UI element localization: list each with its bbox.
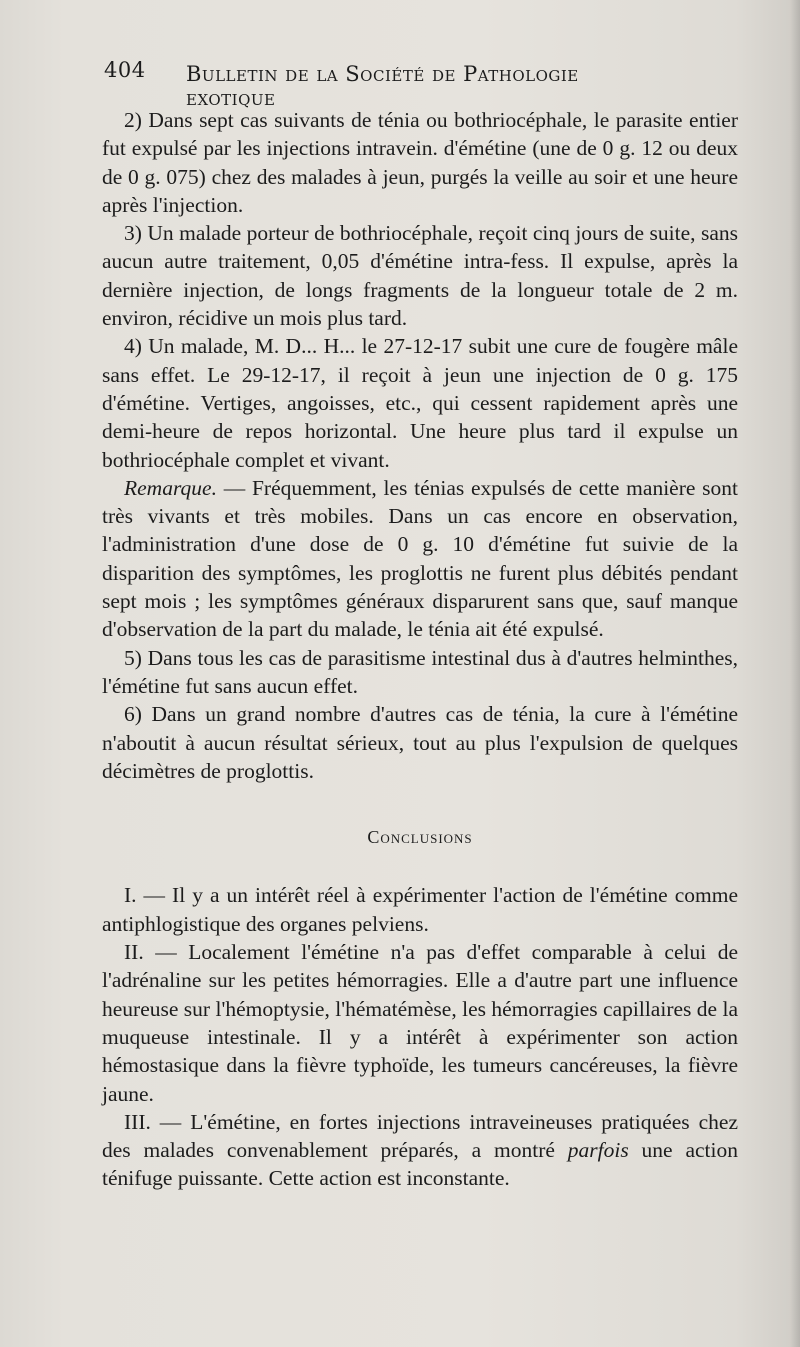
conclusion-3-emphasis: parfois <box>567 1138 629 1163</box>
conclusion-3 <box>102 1108 738 1193</box>
page-number: 404 <box>104 58 146 82</box>
remark-paragraph <box>102 474 738 644</box>
remark-label: Remarque. <box>124 475 217 500</box>
conclusions-heading: Conclusions <box>367 827 473 848</box>
case-paragraph-3: 3) Un malade porteur de bothriocéphale, reçoit cinq jours de suite, sans aucun autre traitement, 0,05 d'émétine intra-fess. Il expulse, après la dernière injection, de longs fragments de la longueur totale de 2 m. environ, récidive un mois plus tard. <box>102 221 738 331</box>
case-paragraph-6: 6) Dans un grand nombre d'autres cas de ténia, la cure à l'émétine n'aboutit à aucun résultat sérieux, tout au plus l'expulsion de quelques décimètres de proglottis. <box>102 702 738 783</box>
page-edge-shadow <box>790 0 800 1347</box>
case-paragraph-5: 5) Dans tous les cas de parasitisme intestinal dus à d'autres helminthes, l'émétine fut sans aucun effet. <box>102 645 738 698</box>
conclusion-1: I. — Il y a un intérêt réel à expérimenter l'action de l'émétine comme antiphlogistique des organes pelviens. <box>102 883 738 936</box>
remark-text: — Fréquemment, les ténias expulsés de cette manière sont très vivants et très mobiles. Dans un cas encore en observation, l'administration d'une dose de 0 g. 10 d'émétine fut suivie de la disparition des symptômes, les proglottis ne furent plus débités pendant sept mois ; les symptômes généraux disparurent sans que, sauf manque d'observation de la part du malade, le ténia ait été expulsé. <box>102 475 738 642</box>
case-paragraph-2: 2) Dans sept cas suivants de ténia ou bothriocéphale, le parasite entier fut expulsé par les injections intravein. d'émétine (une de 0 g. 12 ou deux de 0 g. 075) chez des malades à jeun, purgés la veille au soir et une heure après l'injection. <box>102 108 738 217</box>
running-title: Bulletin de la Société de Pathologie exotique <box>186 62 579 110</box>
page-body <box>102 106 738 1193</box>
conclusion-3-end: une action ténifuge puissante. Cette action est inconstante. <box>102 1138 738 1191</box>
conclusion-2: II. — Localement l'émétine n'a pas d'effet comparable à celui de l'adrénaline sur les petites hémorragies. Elle a d'autre part une influence heureuse sur l'hémoptysie, l'hématémèse, les hémorragies capillaires de la muqueuse intestinale. Il y a intérêt à expérimenter son action hémostasique dans la fièvre typhoïde, les tumeurs cancéreuses, la fièvre jaune. <box>102 940 738 1106</box>
conclusion-3-start: III. — L'émétine, en fortes injections intraveineuses pratiquées chez des malades convenablement préparés, a montré <box>102 1109 738 1163</box>
case-paragraph-4: 4) Un malade, M. D... H... le 27-12-17 subit une cure de fougère mâle sans effet. Le 29-12-17, il reçoit à jeun une injection de 0 g. 175 d'émétine. Vertiges, angoisses, etc., qui cessent rapidement après une demi-heure de repos horizontal. Une heure plus tard il expulse un bothriocéphale complet et vivant. <box>102 334 738 472</box>
page-header <box>104 58 664 110</box>
